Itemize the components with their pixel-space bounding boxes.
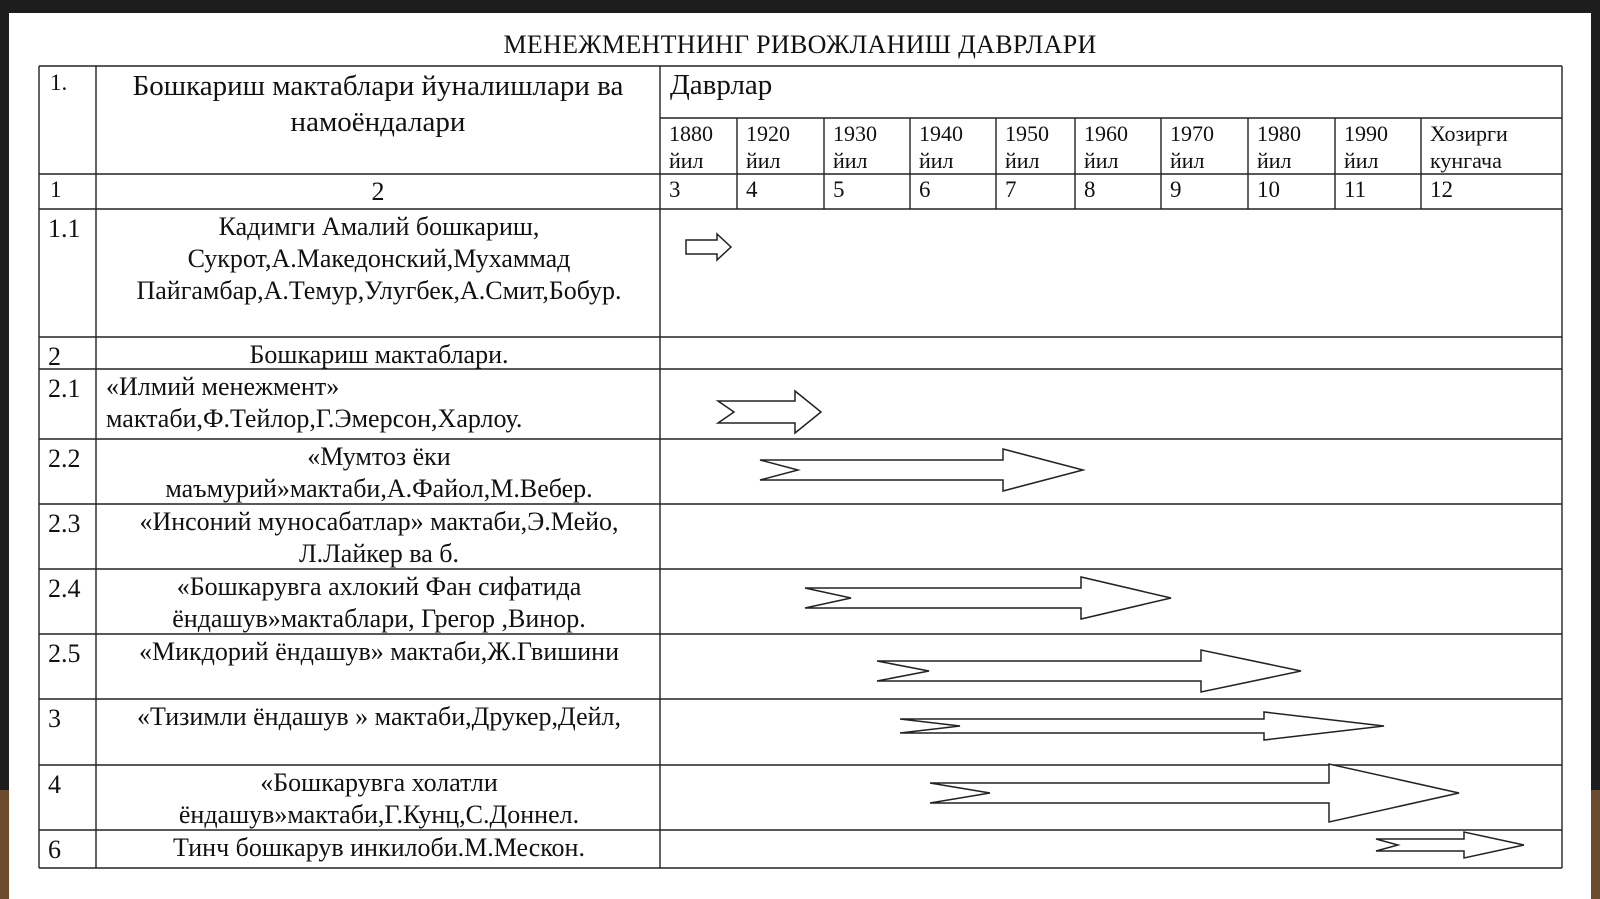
- year-header-line: 1880: [669, 121, 713, 146]
- year-header-line: йил: [1005, 147, 1040, 173]
- row-number: 1.1: [48, 214, 81, 243]
- index-cell: 6: [919, 177, 931, 202]
- row-description-line: мактаби,Ф.Тейлор,Г.Эмерсон,Харлоу.: [106, 404, 523, 433]
- index-cell: 3: [669, 177, 681, 202]
- index-cell: 2: [371, 177, 385, 206]
- year-header-5: [1005, 121, 1049, 175]
- year-header-line: йил: [1344, 147, 1379, 173]
- row-description-line: «Мумтоз ёки: [307, 442, 451, 471]
- row-description-line: ёндашув»мактаби,Г.Кунц,С.Доннел.: [178, 800, 580, 829]
- row-number: 2.3: [48, 509, 81, 538]
- row-description-line: «Бошкарувга холатли: [260, 768, 498, 797]
- row-number: 2.5: [48, 639, 81, 668]
- year-header-line: 1950: [1005, 121, 1049, 146]
- year-header-line: кунгача: [1430, 147, 1502, 173]
- timeline-arrow: [805, 577, 1171, 619]
- year-header-line: Хозирги: [1430, 121, 1508, 146]
- timeline-arrow: [686, 234, 731, 260]
- year-header-line: йил: [746, 147, 781, 173]
- row-number: 6: [48, 835, 61, 864]
- row-description-line: Пайгамбар,А.Темур,Улугбек,А.Смит,Бобур.: [136, 276, 622, 305]
- row-description-line: «Илмий менежмент»: [106, 372, 340, 401]
- year-header-line: 1960: [1084, 121, 1128, 146]
- year-header-line: йил: [1257, 147, 1292, 173]
- year-header-line: йил: [669, 147, 704, 173]
- timeline-arrow: [718, 391, 821, 433]
- row-number: 4: [48, 770, 61, 799]
- year-header-line: йил: [833, 147, 868, 173]
- year-header-6: [1084, 121, 1128, 175]
- row-number: 2.2: [48, 444, 81, 473]
- row-description-line: «Микдорий ёндашув» мактаби,Ж.Гвишини: [139, 637, 619, 666]
- index-cell: 5: [833, 177, 845, 202]
- header-periods: Даврлар: [670, 69, 773, 101]
- year-header-3: [833, 121, 877, 175]
- row-description: [106, 767, 652, 831]
- row-description-line: ёндашув»мактаблари, Грегор ,Винор.: [172, 604, 586, 633]
- timeline-arrow: [1376, 832, 1524, 858]
- row-description-line: Бошкариш мактаблари.: [249, 340, 509, 369]
- row-description: [106, 441, 652, 505]
- timeline-arrow: [760, 449, 1083, 491]
- row-description-line: Кадимги Амалий бошкариш,: [218, 212, 540, 241]
- row-description-line: «Тизимли ёндашув » мактаби,Друкер,Дейл,: [136, 702, 622, 731]
- row-description: [106, 832, 652, 864]
- year-header-line: йил: [919, 147, 954, 173]
- year-header-1: [669, 121, 713, 175]
- row-description: [106, 636, 652, 668]
- year-header-9: [1344, 121, 1388, 175]
- year-header-10: [1430, 121, 1508, 175]
- year-header-line: 1970: [1170, 121, 1214, 146]
- header-directions: Бошкариш мактаблари йуналишлари ва намоёндалари: [132, 70, 624, 139]
- year-header-line: йил: [1084, 147, 1119, 173]
- year-header-line: 1980: [1257, 121, 1301, 146]
- row-description-line: Л.Лайкер ва б.: [299, 539, 459, 568]
- row-description-line: Тинч бошкарув инкилоби.М.Мескон.: [173, 833, 585, 862]
- row-description: [106, 339, 652, 371]
- row-description: [106, 211, 652, 307]
- year-header-2: [746, 121, 790, 175]
- index-cell: 7: [1005, 177, 1017, 202]
- row-description-line: «Бошкарувга ахлокий Фан сифатида: [176, 572, 582, 601]
- timeline-arrow: [900, 712, 1384, 740]
- index-cell: 8: [1084, 177, 1096, 202]
- timeline-arrow: [930, 764, 1459, 822]
- row-number: 2.1: [48, 374, 81, 403]
- header-number: 1.: [50, 70, 68, 95]
- row-description: [106, 701, 652, 733]
- index-cell: 10: [1257, 177, 1280, 202]
- index-cell: 12: [1430, 177, 1453, 202]
- row-number: 2: [48, 342, 61, 371]
- row-description: [106, 571, 652, 635]
- year-header-8: [1257, 121, 1301, 175]
- row-number: 2.4: [48, 574, 81, 603]
- row-description-line: маъмурий»мактаби,А.Файол,М.Вебер.: [165, 474, 593, 503]
- row-description: [106, 371, 652, 435]
- row-description-line: Сукрот,А.Македонский,Мухаммад: [187, 244, 571, 273]
- year-header-line: 1940: [919, 121, 963, 146]
- year-header-line: 1930: [833, 121, 877, 146]
- page-title: МЕНЕЖМЕНТНИНГ РИВОЖЛАНИШ ДАВРЛАРИ: [503, 30, 1097, 59]
- index-cell: 4: [746, 177, 758, 202]
- row-description: [106, 506, 652, 570]
- index-cell: 9: [1170, 177, 1182, 202]
- timeline-arrow: [877, 650, 1301, 692]
- year-header-line: йил: [1170, 147, 1205, 173]
- index-cell: 1: [50, 177, 62, 202]
- row-number: 3: [48, 704, 61, 733]
- year-header-4: [919, 121, 963, 175]
- year-header-line: 1920: [746, 121, 790, 146]
- index-cell: 11: [1344, 177, 1367, 202]
- row-description-line: «Инсоний муносабатлар» мактаби,Э.Мейо,: [139, 507, 619, 536]
- year-header-7: [1170, 121, 1214, 175]
- year-header-line: 1990: [1344, 121, 1388, 146]
